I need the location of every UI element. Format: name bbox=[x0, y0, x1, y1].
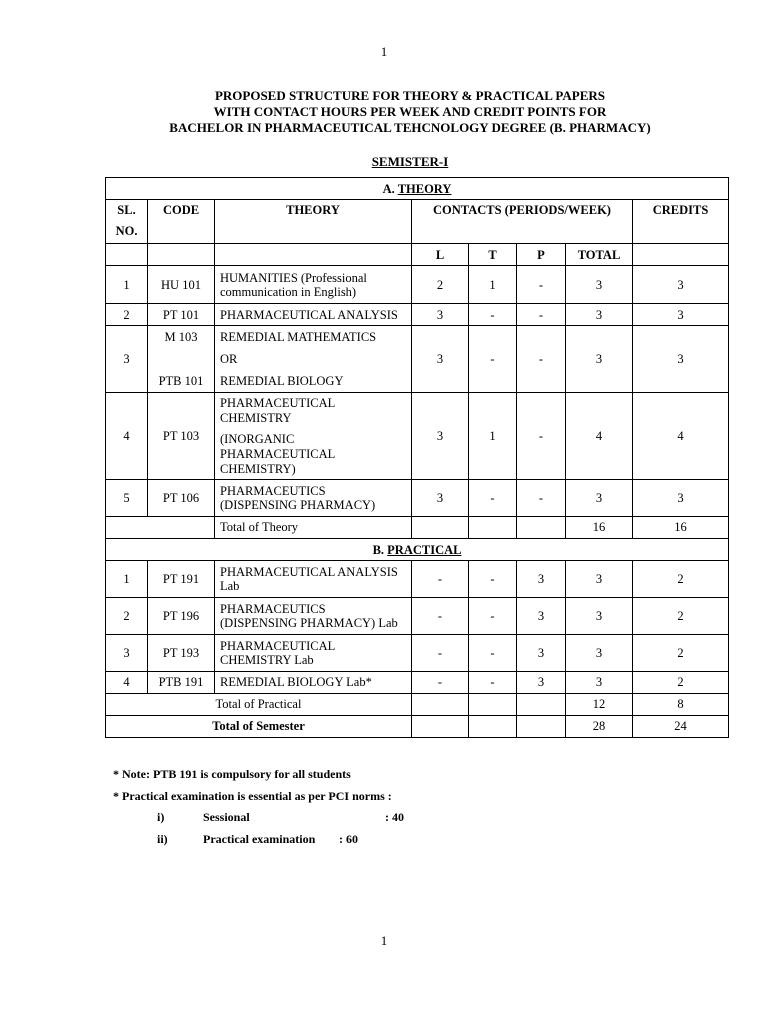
theory-total-row bbox=[106, 517, 729, 539]
table-row bbox=[106, 266, 729, 304]
t-cell: 1 bbox=[469, 266, 517, 304]
p-cell: - bbox=[517, 304, 566, 326]
sl-cell: 1 bbox=[106, 266, 148, 304]
note-item-number: ii) bbox=[157, 831, 168, 846]
header-total: TOTAL bbox=[566, 244, 633, 266]
sl-cell: 2 bbox=[106, 598, 148, 635]
table-row bbox=[106, 326, 729, 393]
code-cell: HU 101 bbox=[148, 266, 215, 304]
sl-cell: 1 bbox=[106, 561, 148, 598]
code-line: PTB 101 bbox=[158, 374, 204, 388]
l-cell: 3 bbox=[412, 480, 469, 517]
total-cell: 3 bbox=[566, 598, 633, 635]
subheader-row bbox=[106, 244, 729, 266]
section-a-label: THEORY bbox=[397, 181, 452, 196]
table-row bbox=[106, 635, 729, 672]
t-cell: - bbox=[469, 561, 517, 598]
course-name-line: CHEMISTRY Lab bbox=[220, 653, 314, 667]
code-line: M 103 bbox=[164, 330, 198, 344]
sl-cell: 3 bbox=[106, 635, 148, 672]
empty-cell bbox=[633, 244, 729, 266]
course-structure-table bbox=[105, 177, 729, 738]
code-cell: PT 196 bbox=[148, 598, 215, 635]
p-cell: 3 bbox=[517, 635, 566, 672]
semester-heading: SEMISTER-I bbox=[371, 154, 449, 169]
empty-cell bbox=[215, 244, 412, 266]
t-cell: - bbox=[469, 304, 517, 326]
note-item bbox=[113, 807, 404, 829]
semester-total-credits: 24 bbox=[633, 716, 729, 738]
p-cell: 3 bbox=[517, 672, 566, 694]
course-name-line: PHARMACEUTICAL ANALYSIS bbox=[220, 565, 398, 579]
l-cell: - bbox=[412, 561, 469, 598]
p-cell: - bbox=[517, 326, 566, 393]
code-cell: PTB 191 bbox=[148, 672, 215, 694]
practical-total-row bbox=[106, 694, 729, 716]
course-name-cell bbox=[215, 393, 412, 480]
section-b-label: PRACTICAL bbox=[387, 542, 462, 557]
empty-cell bbox=[469, 517, 517, 539]
empty-cell bbox=[469, 716, 517, 738]
l-cell: 3 bbox=[412, 326, 469, 393]
semester-total-value: 28 bbox=[566, 716, 633, 738]
empty-cell bbox=[517, 716, 566, 738]
header-l: L bbox=[412, 244, 469, 266]
header-credits: CREDITS bbox=[633, 200, 729, 244]
theory-total-credits: 16 bbox=[633, 517, 729, 539]
course-name-line: Lab bbox=[220, 579, 240, 593]
note-item-number: i) bbox=[157, 810, 165, 824]
total-cell: 3 bbox=[566, 326, 633, 393]
empty-cell bbox=[412, 517, 469, 539]
sl-cell: 2 bbox=[106, 304, 148, 326]
total-cell: 3 bbox=[566, 635, 633, 672]
credits-cell: 2 bbox=[633, 561, 729, 598]
practical-total-label: Total of Practical bbox=[106, 694, 412, 716]
theory-total-value: 16 bbox=[566, 517, 633, 539]
credits-cell: 3 bbox=[633, 326, 729, 393]
t-cell: - bbox=[469, 480, 517, 517]
empty-cell bbox=[517, 517, 566, 539]
course-name-line: PHARMACEUTICAL bbox=[220, 446, 336, 461]
empty-cell bbox=[106, 517, 215, 539]
credits-cell: 2 bbox=[633, 635, 729, 672]
semester-total-label: Total of Semester bbox=[106, 716, 412, 738]
sl-cell: 3 bbox=[106, 326, 148, 393]
total-cell: 3 bbox=[566, 561, 633, 598]
total-cell: 3 bbox=[566, 266, 633, 304]
course-name-line: (DISPENSING PHARMACY) Lab bbox=[220, 616, 398, 630]
note-item-label: Sessional bbox=[203, 810, 250, 824]
note-item-value: : 40 bbox=[385, 810, 404, 824]
table-row bbox=[106, 672, 729, 694]
sl-cell: 4 bbox=[106, 672, 148, 694]
header-code: CODE bbox=[148, 200, 215, 244]
course-name-line: REMEDIAL MATHEMATICS bbox=[220, 330, 377, 344]
note-item-label: Practical examination bbox=[203, 831, 316, 846]
empty-cell bbox=[412, 716, 469, 738]
empty-cell bbox=[517, 694, 566, 716]
credits-cell: 4 bbox=[633, 393, 729, 480]
p-cell: - bbox=[517, 266, 566, 304]
l-cell: 3 bbox=[412, 393, 469, 480]
course-name-cell bbox=[215, 598, 412, 635]
t-cell: - bbox=[469, 672, 517, 694]
empty-cell bbox=[412, 694, 469, 716]
code-cell: PT 101 bbox=[148, 304, 215, 326]
table-row bbox=[106, 304, 729, 326]
total-cell: 4 bbox=[566, 393, 633, 480]
p-cell: 3 bbox=[517, 598, 566, 635]
p-cell: 3 bbox=[517, 561, 566, 598]
course-name-cell bbox=[215, 480, 412, 517]
course-name-cell bbox=[215, 326, 412, 393]
course-name-line: OR bbox=[220, 352, 238, 366]
notes-section bbox=[113, 764, 404, 850]
l-cell: 2 bbox=[412, 266, 469, 304]
t-cell: - bbox=[469, 598, 517, 635]
header-contacts: CONTACTS (PERIODS/WEEK) bbox=[412, 200, 633, 244]
course-name-line: PHARMACEUTICAL bbox=[220, 395, 336, 410]
total-cell: 3 bbox=[566, 480, 633, 517]
l-cell: - bbox=[412, 598, 469, 635]
semester-total-row bbox=[106, 716, 729, 738]
course-name-cell bbox=[215, 561, 412, 598]
table-row bbox=[106, 480, 729, 517]
course-name-cell: REMEDIAL BIOLOGY Lab* bbox=[215, 672, 412, 694]
table-row bbox=[106, 598, 729, 635]
section-b-prefix: B. bbox=[372, 542, 388, 557]
code-cell: PT 193 bbox=[148, 635, 215, 672]
note-practical-exam: * Practical examination is essential as per PCI norms : bbox=[113, 788, 392, 803]
section-b-row bbox=[106, 539, 729, 561]
practical-total-credits: 8 bbox=[633, 694, 729, 716]
course-name-line: communication in English) bbox=[220, 284, 357, 299]
title-line: WITH CONTACT HOURS PER WEEK AND CREDIT POINTS FOR bbox=[213, 104, 607, 119]
course-name-line: (INORGANIC bbox=[220, 431, 295, 446]
page-number-bottom: 1 bbox=[380, 933, 388, 948]
header-sl-line: NO. bbox=[115, 224, 138, 238]
empty-cell bbox=[148, 244, 215, 266]
course-name-line: PHARMACEUTICAL bbox=[220, 639, 336, 653]
note-item bbox=[113, 829, 404, 851]
course-name-line: CHEMISTRY) bbox=[220, 461, 296, 476]
header-sl-line: SL. bbox=[117, 203, 136, 217]
course-name-line: HUMANITIES (Professional bbox=[220, 270, 367, 285]
table-row bbox=[106, 561, 729, 598]
header-t: T bbox=[469, 244, 517, 266]
section-a-heading bbox=[106, 178, 729, 200]
page-number-top: 1 bbox=[380, 44, 388, 59]
header-row bbox=[106, 200, 729, 244]
course-name-cell bbox=[215, 635, 412, 672]
course-name-cell bbox=[215, 266, 412, 304]
title-line: BACHELOR IN PHARMACEUTICAL TEHCNOLOGY DEGREE (B. PHARMACY) bbox=[169, 120, 651, 135]
p-cell: - bbox=[517, 480, 566, 517]
sl-cell: 4 bbox=[106, 393, 148, 480]
header-sl bbox=[106, 200, 148, 244]
course-name-cell: PHARMACEUTICAL ANALYSIS bbox=[215, 304, 412, 326]
code-cell bbox=[148, 326, 215, 393]
course-name-line: (DISPENSING PHARMACY) bbox=[220, 498, 376, 512]
code-cell: PT 103 bbox=[148, 393, 215, 480]
total-cell: 3 bbox=[566, 304, 633, 326]
section-b-heading bbox=[106, 539, 729, 561]
course-name-line: CHEMISTRY bbox=[220, 410, 292, 425]
code-cell: PT 106 bbox=[148, 480, 215, 517]
credits-cell: 2 bbox=[633, 598, 729, 635]
total-cell: 3 bbox=[566, 672, 633, 694]
note-compulsory: * Note: PTB 191 is compulsory for all students bbox=[113, 767, 351, 781]
table-row bbox=[106, 393, 729, 480]
theory-total-label: Total of Theory bbox=[215, 517, 412, 539]
credits-cell: 3 bbox=[633, 304, 729, 326]
sl-cell: 5 bbox=[106, 480, 148, 517]
p-cell: - bbox=[517, 393, 566, 480]
credits-cell: 2 bbox=[633, 672, 729, 694]
practical-total-value: 12 bbox=[566, 694, 633, 716]
credits-cell: 3 bbox=[633, 480, 729, 517]
title-line: PROPOSED STRUCTURE FOR THEORY & PRACTICAL PAPERS bbox=[214, 88, 606, 103]
l-cell: - bbox=[412, 672, 469, 694]
document-title bbox=[0, 88, 768, 136]
credits-cell: 3 bbox=[633, 266, 729, 304]
code-cell: PT 191 bbox=[148, 561, 215, 598]
l-cell: 3 bbox=[412, 304, 469, 326]
empty-cell bbox=[106, 244, 148, 266]
header-theory: THEORY bbox=[215, 200, 412, 244]
empty-cell bbox=[469, 694, 517, 716]
course-name-line: PHARMACEUTICS bbox=[220, 484, 326, 498]
header-p: P bbox=[517, 244, 566, 266]
course-name-line: REMEDIAL BIOLOGY bbox=[220, 374, 344, 388]
l-cell: - bbox=[412, 635, 469, 672]
t-cell: 1 bbox=[469, 393, 517, 480]
t-cell: - bbox=[469, 326, 517, 393]
t-cell: - bbox=[469, 635, 517, 672]
note-item-value: : 60 bbox=[339, 831, 358, 846]
course-name-line: PHARMACEUTICS bbox=[220, 602, 326, 616]
section-a-row bbox=[106, 178, 729, 200]
section-a-prefix: A. bbox=[382, 181, 398, 196]
